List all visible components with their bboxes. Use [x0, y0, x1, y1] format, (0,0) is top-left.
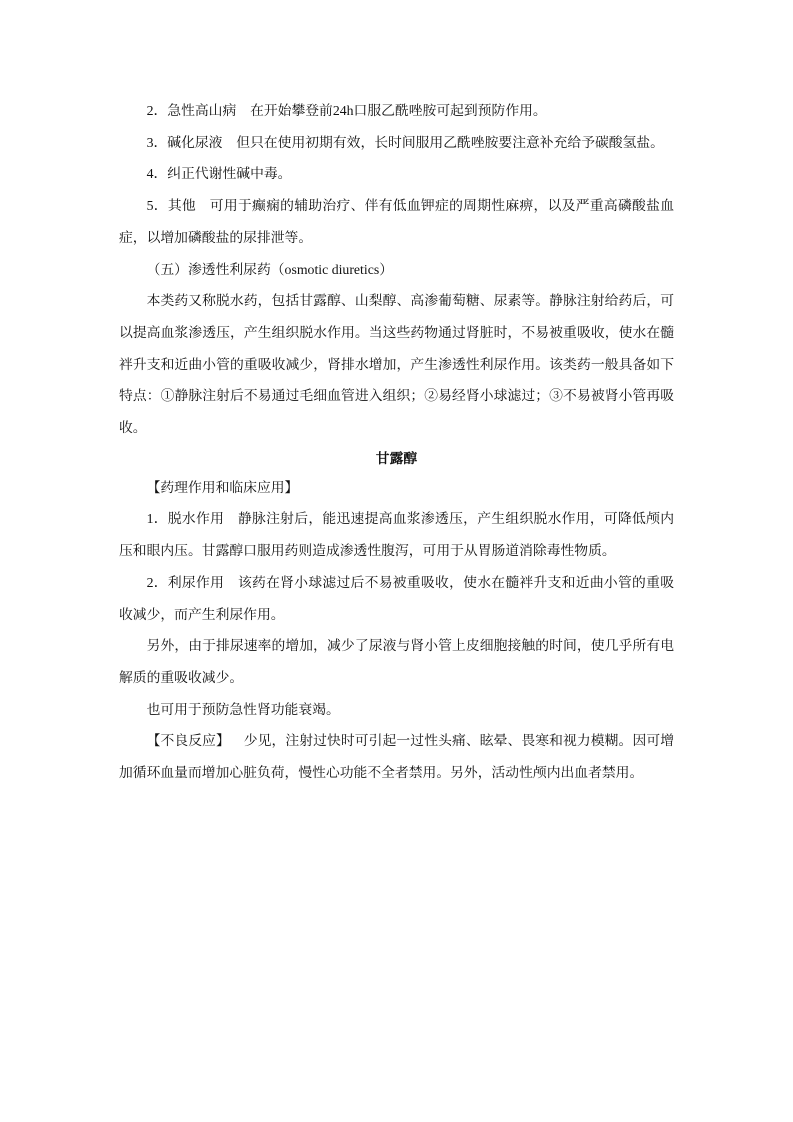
- item-label: 2．利尿作用: [146, 574, 225, 590]
- section-intro: 本类药又称脱水药，包括甘露醇、山梨醇、高渗葡萄糖、尿素等。静脉注射给药后，可以提高血浆渗透压，产生组织脱水作用。当这些药物通过肾脏时，不易被重吸收，使水在髓袢升支和近曲小管的重吸收减少，肾排水增加，产生渗透性利尿作用。该类药一般具备如下特点：①静脉注射后不易通过毛细血管进入组织；②易经肾小球滤过；③不易被肾小管再吸收。: [119, 293, 674, 436]
- item-text: 但只在使用初期有效，长时间服用乙酰唑胺要注意补充给予碳酸氢盐。: [236, 134, 664, 150]
- pharmacology-heading: 【药理作用和临床应用】: [146, 479, 299, 495]
- paragraph-metabolic-alkalosis: [119, 158, 674, 190]
- paragraph-electrolytes: 另外，由于排尿速率的增加，减少了尿液与肾小管上皮细胞接触的时间，使几乎所有电解质的重吸收减少。: [119, 638, 674, 685]
- paragraph-alkalinize-urine: [119, 127, 674, 159]
- paragraph-adverse-reactions: [119, 725, 674, 788]
- paragraph-altitude-sickness: [119, 95, 674, 127]
- section-heading: （五）渗透性利尿药（osmotic diuretics）: [146, 261, 394, 277]
- item-text: 可用于癫痫的辅助治疗、伴有低血钾症的周期性麻痹，以及严重高磷酸盐血症，以增加磷酸盐的尿排泄等。: [119, 198, 674, 245]
- paragraph-other: [119, 190, 674, 253]
- item-text: 在开始攀登前24h口服乙酰唑胺可起到预防作用。: [250, 103, 547, 118]
- document-page: [119, 95, 674, 789]
- paragraph-renal-failure: 也可用于预防急性肾功能衰竭。: [146, 701, 340, 717]
- item-label: 3．碱化尿液: [146, 134, 223, 150]
- paragraph-dehydration: [119, 503, 674, 566]
- paragraph-diuresis: [119, 567, 674, 630]
- item-text: 少见，注射过快时可引起一过性头痛、眩晕、畏寒和视力模糊。因可增加循环血量而增加心脏负荷，慢性心功能不全者禁用。另外，活动性颅内出血者禁用。: [119, 733, 675, 781]
- item-label: 5．其他: [146, 198, 196, 214]
- item-text: 该药在肾小球滤过后不易被重吸收，使水在髓袢升支和近曲小管的重吸收减少，而产生利尿作用。: [119, 574, 675, 622]
- item-text: 静脉注射后，能迅速提高血浆渗透压，产生组织脱水作用，可降低颅内压和眼内压。甘露醇口服用药则造成渗透性腹泻，可用于从胃肠道消除毒性物质。: [119, 511, 675, 559]
- item-label: 1．脱水作用: [146, 511, 225, 527]
- drug-title: 甘露醇: [375, 450, 418, 466]
- item-label: 【不良反应】: [146, 733, 230, 749]
- item-text: 4．纠正代谢性碱中毒。: [146, 166, 292, 182]
- item-label: 2．急性高山病: [146, 103, 237, 118]
